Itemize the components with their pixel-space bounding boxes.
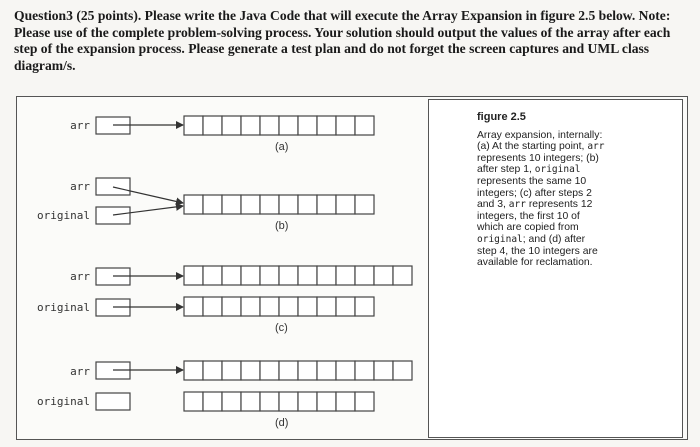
part-label-b: (b) [275,220,289,232]
array-cell [355,392,374,411]
array-cell [260,195,279,214]
array-cell [393,266,412,285]
ref-box-arr-b [96,178,130,195]
array-cell [184,116,203,135]
figure-caption-title: figure 2.5 [477,111,526,123]
array-cell [203,297,222,316]
array-12-c [184,266,412,285]
array-cell [355,361,374,380]
array-cell [355,266,374,285]
array-cell [222,195,241,214]
array-cell [279,116,298,135]
array-cell [184,392,203,411]
array-cell [355,195,374,214]
code-original: original [477,233,523,245]
array-cell [298,361,317,380]
label-arr-a: arr [70,119,90,132]
array-cell [317,195,336,214]
array-cell [203,361,222,380]
label-original-c: original [37,301,90,314]
code-arr: arr [587,141,605,153]
array-cell [241,361,260,380]
array-cell [317,266,336,285]
label-original-d: original [37,395,90,408]
array-cell [355,116,374,135]
array-cell [279,392,298,411]
array-10-b [184,195,374,214]
array-cell [260,361,279,380]
part-label-a: (a) [275,141,289,153]
figure-caption-text: Array expansion, internally: (a) At the starting point, arr represents 10 integers; (b) after step 1, original represents the same 10 integers; (c) after steps 2 and 3, arr represents 12 integers, the first 10 of which are copied from original; and (d) after step 4, the 10 integers are available for reclamation. [477,129,605,269]
part-label-c: (c) [275,322,288,334]
array-10-a [184,116,374,135]
code-arr: arr [508,199,526,211]
array-cell [336,195,355,214]
array-cell [222,361,241,380]
array-10-c [184,297,374,316]
array-cell [298,266,317,285]
array-cell [393,361,412,380]
array-cell [241,195,260,214]
array-cell [336,297,355,316]
label-arr-c: arr [70,270,90,283]
figure-caption-box [428,99,683,438]
array-cell [336,361,355,380]
array-cell [184,266,203,285]
array-cell [241,266,260,285]
array-cell [203,392,222,411]
array-cell [374,266,393,285]
array-cell [241,392,260,411]
array-cell [260,266,279,285]
label-original-b: original [37,209,90,222]
array-cell [317,361,336,380]
array-cell [203,116,222,135]
array-cell [298,195,317,214]
ref-box-original-b [96,207,130,224]
array-cell [260,297,279,316]
array-cell [184,195,203,214]
array-cell [203,266,222,285]
array-cell [241,116,260,135]
array-cell [374,361,393,380]
array-12-d [184,361,412,380]
array-cell [222,297,241,316]
array-cell [184,297,203,316]
array-cell [298,297,317,316]
array-cell [222,116,241,135]
part-label-d: (d) [275,417,289,429]
array-cell [260,392,279,411]
array-cell [298,392,317,411]
array-10-d-unreferenced [184,392,374,411]
array-cell [355,297,374,316]
array-cell [184,361,203,380]
array-cell [336,116,355,135]
array-cell [222,392,241,411]
array-cell [241,297,260,316]
array-cell [317,297,336,316]
label-arr-d: arr [70,365,90,378]
question-number: Question3 (25 points). [14,8,142,23]
array-cell [260,116,279,135]
code-original: original [534,164,581,176]
array-cell [317,116,336,135]
ref-box-original-d [96,393,130,410]
array-cell [279,195,298,214]
label-arr-b: arr [70,180,90,193]
array-cell [203,195,222,214]
array-cell [222,266,241,285]
array-cell [279,266,298,285]
array-cell [317,392,336,411]
array-cell [298,116,317,135]
question-body: Please write the Java Code that will execute the Array Expansion in figure 2.5 below. Note: Please use of the complete problem-solving process. Your solution should output the values of the array after each step of the expansion process. Please generate a test plan and do not forget the screen captures and UML class diagram/s. [14,8,671,73]
array-cell [279,297,298,316]
array-cell [336,266,355,285]
array-cell [336,392,355,411]
array-cell [279,361,298,380]
